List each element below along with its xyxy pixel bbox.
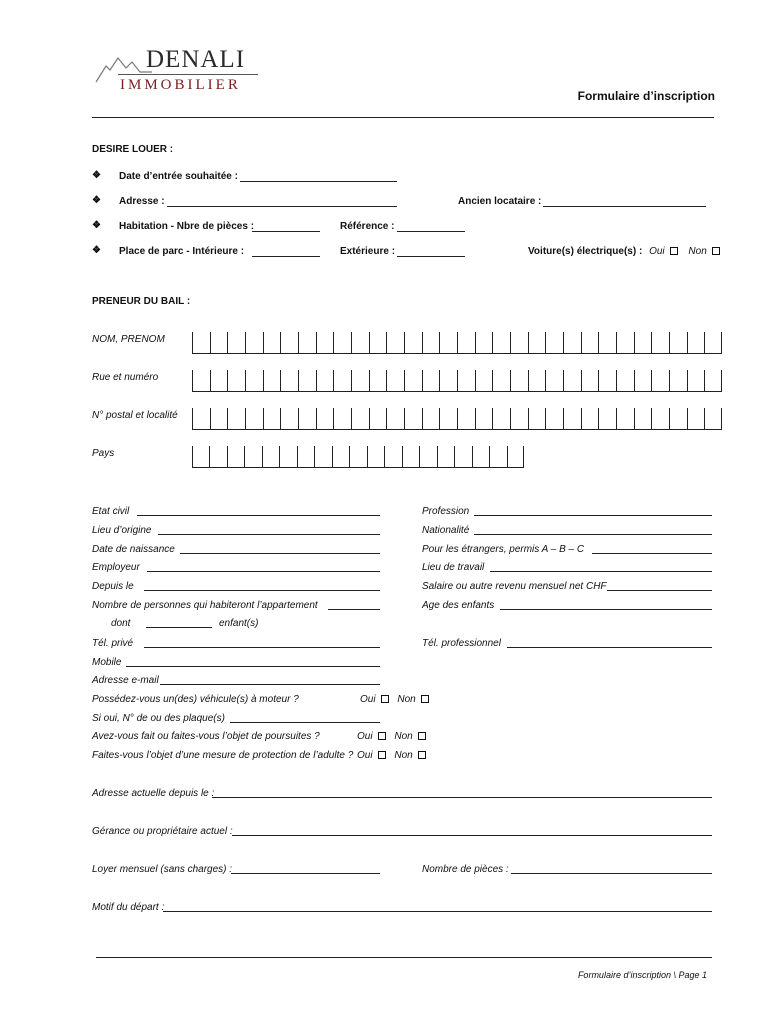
grid-divider (528, 408, 529, 430)
lieu-origine-label: Lieu d’origine (92, 525, 152, 536)
depuis-le-label: Depuis le (92, 581, 134, 592)
loyer-label: Loyer mensuel (sans charges) : (92, 864, 233, 875)
grid-divider (404, 408, 405, 430)
grid-divider (439, 332, 440, 354)
grid-divider (367, 446, 368, 468)
nom-prenom-grid[interactable] (192, 332, 722, 354)
grid-divider (369, 332, 370, 354)
grid-divider (349, 446, 350, 468)
grid-divider (581, 332, 582, 354)
habitation-field[interactable] (252, 231, 320, 232)
grid-divider (616, 332, 617, 354)
grid-divider (721, 408, 722, 430)
exterieure-field[interactable] (397, 256, 465, 257)
nombre-personnes-field[interactable] (328, 609, 380, 610)
grid-divider (280, 332, 281, 354)
grid-divider (634, 332, 635, 354)
etat-civil-field[interactable] (137, 515, 380, 516)
nombre-pieces-field[interactable] (511, 873, 712, 874)
non-label: Non (688, 246, 707, 257)
enfants-label: enfant(s) (219, 618, 259, 629)
grid-divider (314, 446, 315, 468)
gerance-field[interactable] (232, 835, 712, 836)
profession-label: Profession (422, 506, 470, 517)
motif-field[interactable] (163, 911, 712, 912)
employeur-field[interactable] (147, 571, 380, 572)
grid-divider (298, 332, 299, 354)
nom-prenom-label: NOM, PRENOM (92, 334, 165, 345)
postal-grid[interactable] (192, 408, 722, 430)
loyer-field[interactable] (231, 873, 380, 874)
grid-divider (598, 370, 599, 392)
grid-divider (210, 370, 211, 392)
grid-divider (489, 446, 490, 468)
grid-divider (298, 370, 299, 392)
grid-divider (563, 370, 564, 392)
motif-label: Motif du départ : (92, 902, 165, 913)
age-enfants-field[interactable] (500, 609, 712, 610)
adresse-field[interactable] (167, 206, 397, 207)
grid-divider (528, 332, 529, 354)
poursuites-oui-checkbox[interactable] (378, 732, 386, 740)
salaire-label: Salaire ou autre revenu mensuel net CHF (422, 581, 607, 592)
profession-field[interactable] (474, 515, 712, 516)
grid-divider (384, 446, 385, 468)
grid-divider (581, 408, 582, 430)
date-naissance-label: Date de naissance (92, 544, 175, 555)
oui-label: Oui (357, 750, 373, 761)
etrangers-label: Pour les étrangers, permis A – B – C (422, 544, 585, 555)
bullet-icon: ❖ (92, 195, 101, 206)
grid-divider (351, 370, 352, 392)
bullet-icon: ❖ (92, 170, 101, 181)
nombre-personnes-label: Nombre de personnes qui habiteront l’appartement (92, 600, 318, 611)
place-parc-label: Place de parc - Intérieure : (119, 246, 245, 257)
tel-pro-field[interactable] (507, 647, 712, 648)
grid-divider (402, 446, 403, 468)
page-footer: Formulaire d’inscription \ Page 1 (577, 970, 707, 980)
poursuites-non-checkbox[interactable] (418, 732, 426, 740)
grid-divider (704, 370, 705, 392)
protection-non-checkbox[interactable] (418, 751, 426, 759)
oui-label: Oui (360, 694, 376, 705)
grid-divider (422, 408, 423, 430)
grid-divider (510, 408, 511, 430)
grid-divider (457, 370, 458, 392)
lieu-travail-field[interactable] (490, 571, 712, 572)
grid-divider (280, 408, 281, 430)
date-naissance-field[interactable] (180, 553, 380, 554)
brand-divider (118, 74, 258, 75)
oui-checkbox[interactable] (670, 247, 678, 255)
grid-divider (721, 332, 722, 354)
brand-bottom: IMMOBILIER (120, 77, 241, 93)
oui-label: Oui (357, 731, 373, 742)
grid-divider (475, 370, 476, 392)
protection-label: Faites-vous l’objet d’une mesure de protection de l’adulte ? (92, 750, 354, 761)
grid-divider (245, 408, 246, 430)
grid-divider (419, 446, 420, 468)
nombre-pieces-label: Nombre de pièces : (422, 864, 509, 875)
adresse-actuelle-field[interactable] (212, 797, 712, 798)
vehicule-choice (360, 694, 429, 705)
grid-divider (598, 408, 599, 430)
age-enfants-label: Age des enfants (422, 600, 495, 611)
grid-divider (280, 370, 281, 392)
grid-divider (457, 408, 458, 430)
grid-divider (616, 408, 617, 430)
grid-divider (227, 332, 228, 354)
grid-divider (263, 370, 264, 392)
tel-prive-label: Tél. privé (92, 638, 134, 649)
grid-divider (581, 370, 582, 392)
reference-field[interactable] (397, 231, 465, 232)
postal-label: N° postal et localité (92, 410, 178, 421)
grid-divider (333, 332, 334, 354)
grid-divider (227, 446, 228, 468)
grid-divider (721, 370, 722, 392)
grid-divider (245, 370, 246, 392)
non-label: Non (394, 731, 413, 742)
permis-field[interactable] (592, 553, 712, 554)
grid-divider (651, 408, 652, 430)
email-field[interactable] (160, 684, 380, 685)
adresse-actuelle-label: Adresse actuelle depuis le : (92, 788, 215, 799)
adresse-label: Adresse : (119, 196, 165, 207)
email-label: Adresse e-mail (92, 675, 159, 686)
grid-divider (332, 446, 333, 468)
vehicule-oui-checkbox[interactable] (381, 695, 389, 703)
grid-divider (386, 408, 387, 430)
mobile-field[interactable] (126, 666, 380, 667)
gerance-label: Gérance ou propriétaire actuel : (92, 826, 233, 837)
grid-divider (316, 408, 317, 430)
grid-divider (192, 370, 193, 392)
date-entree-label: Date d’entrée souhaitée : (119, 171, 238, 182)
grid-divider (563, 408, 564, 430)
grid-divider (616, 370, 617, 392)
form-title: Formulaire d’inscription (577, 89, 715, 103)
tel-pro-label: Tél. professionnel (422, 638, 501, 649)
grid-divider (634, 408, 635, 430)
grid-divider (227, 370, 228, 392)
grid-divider (262, 446, 263, 468)
grid-divider (523, 446, 524, 468)
grid-divider (192, 408, 193, 430)
poursuites-choice (357, 731, 426, 742)
voiture-electrique-row (528, 246, 720, 257)
grid-divider (210, 408, 211, 430)
non-label: Non (397, 694, 416, 705)
brand-top: DENALI (146, 46, 246, 73)
grid-divider (669, 370, 670, 392)
grid-divider (598, 332, 599, 354)
depuis-le-field[interactable] (144, 590, 380, 591)
grid-divider (351, 408, 352, 430)
dont-label: dont (111, 618, 131, 629)
poursuites-label: Avez-vous fait ou faites-vous l’objet de poursuites ? (92, 731, 320, 742)
lieu-travail-label: Lieu de travail (422, 562, 485, 573)
protection-choice (357, 750, 426, 761)
grid-divider (316, 332, 317, 354)
employeur-label: Employeur (92, 562, 140, 573)
grid-divider (369, 408, 370, 430)
plaques-field[interactable] (230, 722, 380, 723)
grid-divider (492, 370, 493, 392)
preneur-title: PRENEUR DU BAIL : (92, 296, 191, 307)
vehicule-label: Possédez-vous un(des) véhicule(s) à moteur ? (92, 694, 299, 705)
oui-label: Oui (649, 246, 665, 257)
ancien-locataire-label: Ancien locataire : (458, 196, 542, 207)
grid-divider (510, 370, 511, 392)
salaire-field[interactable] (607, 590, 712, 591)
protection-oui-checkbox[interactable] (378, 751, 386, 759)
plaques-label: Si oui, N° de ou des plaque(s) (92, 713, 225, 724)
grid-divider (333, 370, 334, 392)
grid-divider (545, 332, 546, 354)
bullet-icon: ❖ (92, 220, 101, 231)
grid-divider (351, 332, 352, 354)
grid-divider (192, 332, 193, 354)
grid-divider (475, 332, 476, 354)
voiture-label: Voiture(s) électrique(s) : (528, 246, 643, 257)
enfants-count-field[interactable] (146, 627, 212, 628)
etat-civil-label: Etat civil (92, 506, 130, 517)
grid-divider (669, 408, 670, 430)
grid-divider (316, 370, 317, 392)
grid-divider (298, 408, 299, 430)
grid-divider (210, 332, 211, 354)
grid-divider (263, 332, 264, 354)
logo (94, 46, 269, 96)
grid-divider (704, 332, 705, 354)
grid-divider (651, 370, 652, 392)
grid-divider (669, 332, 670, 354)
grid-divider (422, 370, 423, 392)
grid-divider (297, 446, 298, 468)
grid-divider (457, 332, 458, 354)
bullet-icon: ❖ (92, 245, 101, 256)
grid-divider (563, 332, 564, 354)
grid-divider (439, 370, 440, 392)
place-parc-field[interactable] (252, 256, 320, 257)
grid-divider (545, 408, 546, 430)
grid-divider (687, 370, 688, 392)
pays-label: Pays (92, 448, 115, 459)
grid-divider (386, 332, 387, 354)
header-rule (92, 117, 714, 118)
grid-divider (439, 408, 440, 430)
non-checkbox[interactable] (712, 247, 720, 255)
grid-divider (404, 332, 405, 354)
exterieure-label: Extérieure : (340, 246, 396, 257)
grid-divider (634, 370, 635, 392)
nationalite-label: Nationalité (422, 525, 470, 536)
grid-divider (492, 408, 493, 430)
reference-label: Référence : (340, 221, 395, 232)
grid-divider (507, 446, 508, 468)
grid-divider (422, 332, 423, 354)
grid-divider (386, 370, 387, 392)
grid-divider (528, 370, 529, 392)
grid-divider (227, 408, 228, 430)
habitation-label: Habitation - Nbre de pièces : (119, 221, 255, 232)
date-entree-field[interactable] (240, 181, 397, 182)
grid-divider (472, 446, 473, 468)
nationalite-field[interactable] (474, 534, 712, 535)
vehicule-non-checkbox[interactable] (421, 695, 429, 703)
grid-divider (404, 370, 405, 392)
grid-divider (263, 408, 264, 430)
footer-rule (96, 957, 712, 958)
grid-divider (369, 370, 370, 392)
ancien-locataire-field[interactable] (543, 206, 706, 207)
grid-divider (510, 332, 511, 354)
grid-divider (245, 332, 246, 354)
grid-divider (279, 446, 280, 468)
grid-divider (475, 408, 476, 430)
grid-divider (687, 332, 688, 354)
grid-divider (651, 332, 652, 354)
tel-prive-field[interactable] (144, 647, 380, 648)
grid-divider (192, 446, 193, 468)
grid-divider (704, 408, 705, 430)
grid-divider (333, 408, 334, 430)
grid-divider (437, 446, 438, 468)
rue-label: Rue et numéro (92, 372, 159, 383)
mobile-label: Mobile (92, 657, 122, 668)
desire-louer-title: DESIRE LOUER : (92, 144, 174, 155)
rue-grid[interactable] (192, 370, 722, 392)
grid-divider (687, 408, 688, 430)
non-label: Non (394, 750, 413, 761)
grid-divider (492, 332, 493, 354)
grid-divider (545, 370, 546, 392)
grid-divider (454, 446, 455, 468)
grid-divider (209, 446, 210, 468)
lieu-origine-field[interactable] (158, 534, 380, 535)
pays-grid[interactable] (192, 446, 524, 468)
grid-divider (244, 446, 245, 468)
